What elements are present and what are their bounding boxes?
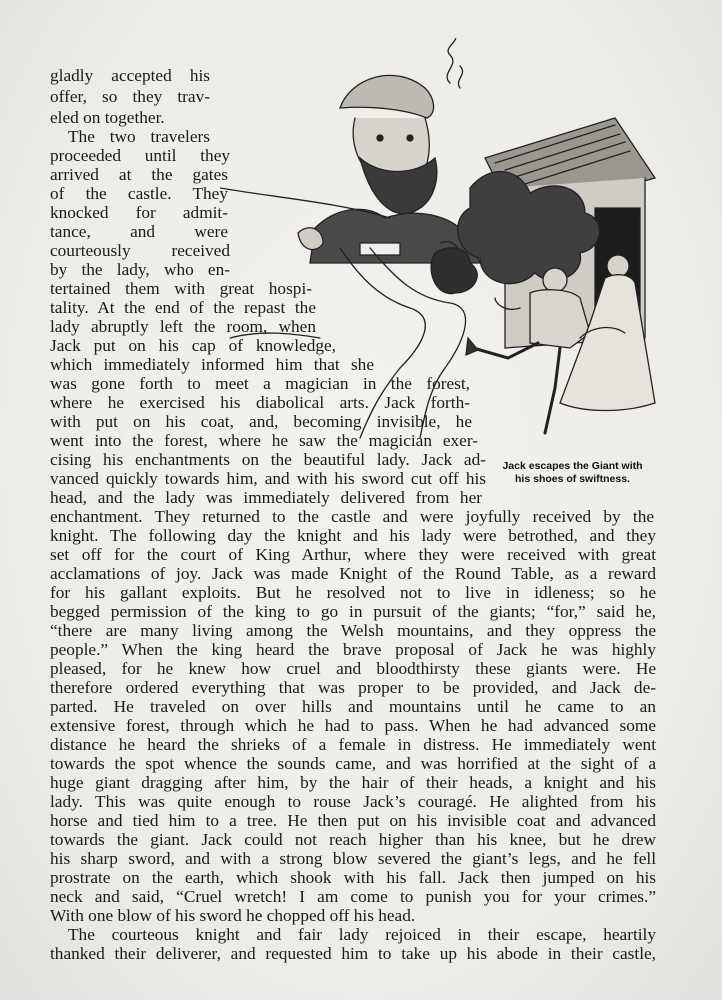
text-line: pleased, for he knew how cruel and bloodthirsty these giants were. He [50, 659, 656, 678]
text-line: towards the giant. Jack could not reach higher than his knee, but he drew [50, 830, 656, 849]
text-line: thanked their deliverer, and requested him to take up his abode in their castle, [50, 944, 656, 963]
text-line: for his gallant exploits. But he resolved not to live in idleness; so he [50, 583, 656, 602]
text-line: distance he heard the shrieks of a female in distress. He immediately went [50, 735, 656, 754]
text-line: where he exercised his diabolical arts. Jack forth- [50, 393, 470, 412]
text-line: huge giant dragging after him, by the hair of their heads, a knight and his [50, 773, 656, 792]
text-line: With one blow of his sword he chopped off his head. [50, 906, 416, 925]
text-line: tality. At the end of the repast the [50, 298, 316, 317]
text-line: tertained them with great hospi- [50, 279, 312, 298]
text-line: The two travelers [68, 127, 210, 146]
text-line: with put on his coat, and, becoming invisible, he [50, 412, 472, 431]
text-line: knocked for admit- [50, 203, 228, 222]
text-line: his sharp sword, and with a strong blow severed the giant’s legs, and he fell [50, 849, 656, 868]
text-line: acclamations of joy. Jack was made Knight of the Round Table, as a reward [50, 564, 656, 583]
text-line: knight. The following day the knight and his lady were betrothed, and they [50, 526, 656, 545]
text-line: The courteous knight and fair lady rejoiced in their escape, heartily [68, 925, 656, 944]
text-line: towards the spot whence the sounds came, and was horrified at the sight of a [50, 754, 656, 773]
text-line: set off for the court of King Arthur, where they were received with great [50, 545, 656, 564]
illustration-caption [490, 460, 655, 486]
text-line: lady abruptly left the room, when [50, 317, 316, 336]
text-line: begged permission of the king to go in pursuit of the giants; “for,” said he, [50, 602, 656, 621]
text-line: vanced quickly towards him, and with his sword cut off his [50, 469, 486, 488]
text-line: offer, so they trav- [50, 87, 210, 106]
caption-line-2: his shoes of swiftness. [515, 473, 630, 485]
text-line: by the lady, who en- [50, 260, 230, 279]
text-line: enchantment. They returned to the castle and were joyfully received by the [50, 507, 654, 526]
text-line: prostrate on the earth, which shook with his fall. Jack then jumped on his [50, 868, 656, 887]
text-line: parted. He traveled on over hills and mountains until he came to an [50, 697, 656, 716]
text-line: proceeded until they [50, 146, 230, 165]
text-line: gladly accepted his [50, 66, 210, 85]
text-line: “there are many living among the Welsh mountains, and they oppress the [50, 621, 656, 640]
text-line: was gone forth to meet a magician in the forest, [50, 374, 470, 393]
text-line: of the castle. They [50, 184, 228, 203]
text-line: therefore ordered everything that was proper to be provided, and Jack de- [50, 678, 656, 697]
text-line: lady. This was quite enough to rouse Jack’s couragé. He alighted from his [50, 792, 656, 811]
text-line: courteously received [50, 241, 230, 260]
text-line: which immediately informed him that she [50, 355, 374, 374]
text-line: cising his enchantments on the beautiful lady. Jack ad- [50, 450, 486, 469]
text-line: extensive forest, through which he had to pass. When he had advanced some [50, 716, 656, 735]
text-line: tance, and were [50, 222, 228, 241]
text-line: eled on together. [50, 108, 165, 127]
text-line: people.” When the king heard the brave proposal of Jack he was highly [50, 640, 656, 659]
text-line: went into the forest, where he saw the magician exer- [50, 431, 478, 450]
text-line: head, and the lady was immediately delivered from her [50, 488, 482, 507]
text-line: Jack put on his cap of knowledge, [50, 336, 336, 355]
caption-line-1: Jack escapes the Giant with [502, 460, 643, 472]
text-line: neck and said, “Cruel wretch! I am come to punish you for your crimes.” [50, 887, 656, 906]
text-line: arrived at the gates [50, 165, 228, 184]
text-line: horse and tied him to a tree. He then put on his invisible coat and advanced [50, 811, 656, 830]
